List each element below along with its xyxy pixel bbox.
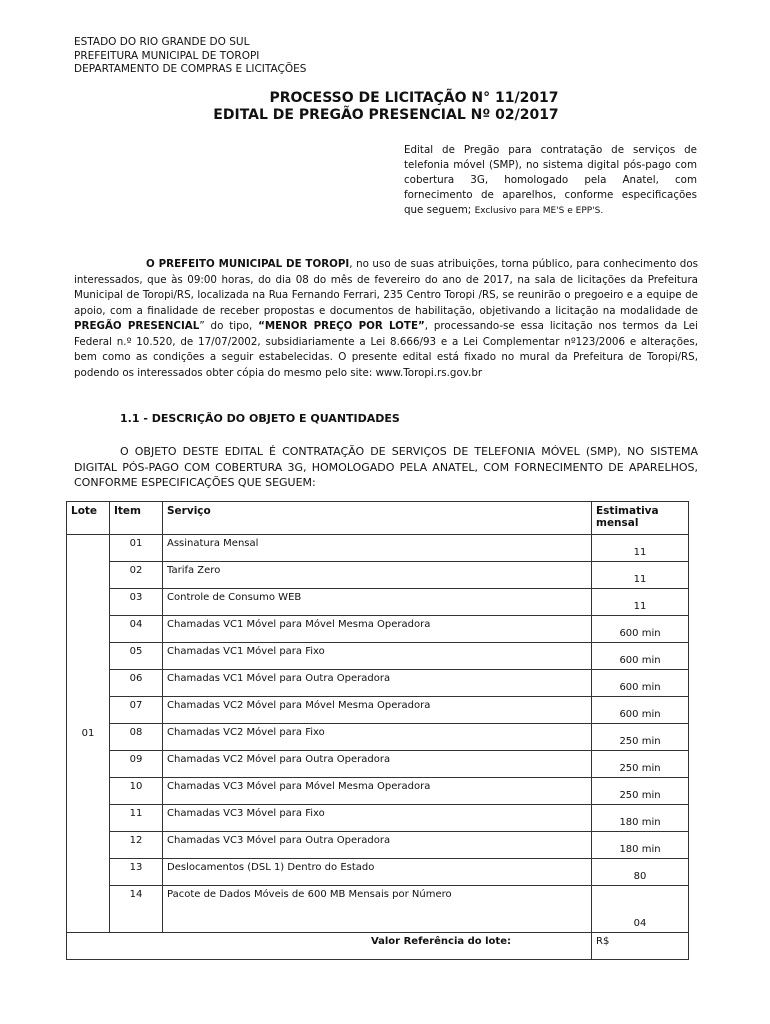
- table-row: [67, 643, 689, 670]
- modalidade-bold: PREGÃO PRESENCIAL: [74, 320, 200, 332]
- estimativa-cell: 600 min: [592, 697, 689, 724]
- servico-cell: Assinatura Mensal: [163, 535, 592, 562]
- estimativa-cell: 250 min: [592, 751, 689, 778]
- item-cell: 02: [110, 562, 163, 589]
- estimativa-cell: 11: [592, 535, 689, 562]
- item-cell: 01: [110, 535, 163, 562]
- table-row: [67, 589, 689, 616]
- item-cell: 04: [110, 616, 163, 643]
- document-header: [74, 36, 306, 77]
- table-row: [67, 751, 689, 778]
- estimativa-cell: 600 min: [592, 616, 689, 643]
- servico-cell: Controle de Consumo WEB: [163, 589, 592, 616]
- estimativa-cell: 180 min: [592, 805, 689, 832]
- estimativa-cell: 600 min: [592, 643, 689, 670]
- objeto-text: O OBJETO DESTE EDITAL É CONTRATAÇÃO DE SERVIÇOS DE TELEFONIA MÓVEL (SMP), NO SISTEMA DIGITAL PÓS-PAGO COM COBERTURA 3G, HOMOLOGADO PELA ANATEL, COM FORNECIMENTO DE APARELHOS, CONFORME ESPECIFICAÇÕES QUE SEGUEM:: [74, 445, 698, 489]
- servico-cell: Tarifa Zero: [163, 562, 592, 589]
- servico-cell: Chamadas VC3 Móvel para Móvel Mesma Operadora: [163, 778, 592, 805]
- table-row: [67, 724, 689, 751]
- item-cell: 03: [110, 589, 163, 616]
- table-header-row: [67, 502, 689, 535]
- total-row: [67, 933, 689, 960]
- edital-summary: [404, 143, 697, 219]
- intro-paragraph: [74, 257, 698, 381]
- servico-cell: Chamadas VC1 Móvel para Fixo: [163, 643, 592, 670]
- servico-cell: Chamadas VC1 Móvel para Móvel Mesma Operadora: [163, 616, 592, 643]
- estimativa-cell: 600 min: [592, 670, 689, 697]
- table-row: [67, 778, 689, 805]
- para-text-2: ” do tipo,: [199, 320, 259, 332]
- edital-title: EDITAL DE PREGÃO PRESENCIAL Nº 02/2017: [213, 107, 559, 123]
- item-cell: 13: [110, 859, 163, 886]
- table-row: [67, 670, 689, 697]
- total-value: R$: [592, 933, 689, 960]
- table-row: [67, 535, 689, 562]
- summary-exclusivo: Exclusivo para ME'S e EPP'S.: [474, 206, 604, 216]
- col-servico: Serviço: [163, 502, 592, 535]
- servico-cell: Chamadas VC2 Móvel para Móvel Mesma Operadora: [163, 697, 592, 724]
- servico-cell: Pacote de Dados Móveis de 600 MB Mensais por Número: [163, 886, 592, 933]
- item-cell: 06: [110, 670, 163, 697]
- lote-cell: 01: [67, 535, 110, 933]
- col-lote: Lote: [67, 502, 110, 535]
- servico-cell: Chamadas VC2 Móvel para Outra Operadora: [163, 751, 592, 778]
- header-department: DEPARTAMENTO DE COMPRAS E LICITAÇÕES: [74, 63, 307, 75]
- item-cell: 09: [110, 751, 163, 778]
- header-state: ESTADO DO RIO GRANDE DO SUL: [74, 36, 250, 48]
- col-item: Item: [110, 502, 163, 535]
- item-cell: 07: [110, 697, 163, 724]
- table-row: [67, 805, 689, 832]
- table-row: [67, 697, 689, 724]
- estimativa-cell: 11: [592, 589, 689, 616]
- servico-cell: Deslocamentos (DSL 1) Dentro do Estado: [163, 859, 592, 886]
- estimativa-cell: 180 min: [592, 832, 689, 859]
- col-estimativa: Estimativa mensal: [592, 502, 689, 535]
- estimativa-cell: 04: [592, 886, 689, 933]
- table-body: [67, 535, 689, 960]
- item-cell: 10: [110, 778, 163, 805]
- table-row: [67, 886, 689, 933]
- para-text-3: , processando-se essa licitação nos termos da Lei Federal n.º 10.520, de 17/07/2002, subsidiariamente a Lei 8.666/93 e a Lei Complementar nº123/2006 e alterações, bem como as condições a seguir estabelecidas. O presente edital está fixado no mural da Prefeitura de Toropi/RS, podendo os interessados obter cópia do mesmo pelo site: www.Toropi.rs.gov.br: [74, 320, 698, 379]
- servico-cell: Chamadas VC3 Móvel para Fixo: [163, 805, 592, 832]
- table-row: [67, 859, 689, 886]
- item-cell: 05: [110, 643, 163, 670]
- item-cell: 14: [110, 886, 163, 933]
- tipo-bold: “MENOR PREÇO POR LOTE”: [258, 320, 425, 332]
- table-row: [67, 616, 689, 643]
- estimativa-cell: 80: [592, 859, 689, 886]
- prefeito-bold: O PREFEITO MUNICIPAL DE TOROPI: [146, 258, 350, 270]
- servico-cell: Chamadas VC2 Móvel para Fixo: [163, 724, 592, 751]
- item-cell: 12: [110, 832, 163, 859]
- items-table: [66, 501, 689, 960]
- para-text-1: , no uso de suas atribuições, torna público, para conhecimento dos interessados, que às 09:00 horas, do dia 08 do mês de fevereiro do ano de 2017, na sala de licitações da Prefeitura Municipal de Toropi/RS, localizada na Rua Fernando Ferrari, 235 Centro Toropi /RS, se reunirão o pregoeiro e a equipe de apoio, com a finalidade de receber propostas e documentos de habilitação, objetivando a licitação na modalidade de: [74, 258, 698, 317]
- servico-cell: Chamadas VC3 Móvel para Outra Operadora: [163, 832, 592, 859]
- processo-title: PROCESSO DE LICITAÇÃO N° 11/2017: [269, 90, 559, 106]
- estimativa-cell: 250 min: [592, 778, 689, 805]
- section-title: 1.1 - DESCRIÇÃO DO OBJETO E QUANTIDADES: [120, 412, 400, 425]
- servico-cell: Chamadas VC1 Móvel para Outra Operadora: [163, 670, 592, 697]
- estimativa-cell: 250 min: [592, 724, 689, 751]
- total-label: Valor Referência do lote:: [67, 933, 592, 960]
- summary-text: Edital de Pregão para contratação de serviços de telefonia móvel (SMP), no sistema digital pós-pago com cobertura 3G, homologado pela Anatel, com fornecimento de aparelhos, conforme especificações que seguem;: [404, 144, 697, 216]
- item-cell: 08: [110, 724, 163, 751]
- table-row: [67, 562, 689, 589]
- estimativa-cell: 11: [592, 562, 689, 589]
- document-titles: [74, 90, 698, 124]
- header-prefeitura: PREFEITURA MUNICIPAL DE TOROPI: [74, 49, 260, 62]
- item-cell: 11: [110, 805, 163, 832]
- table-row: [67, 832, 689, 859]
- objeto-paragraph: [74, 444, 698, 491]
